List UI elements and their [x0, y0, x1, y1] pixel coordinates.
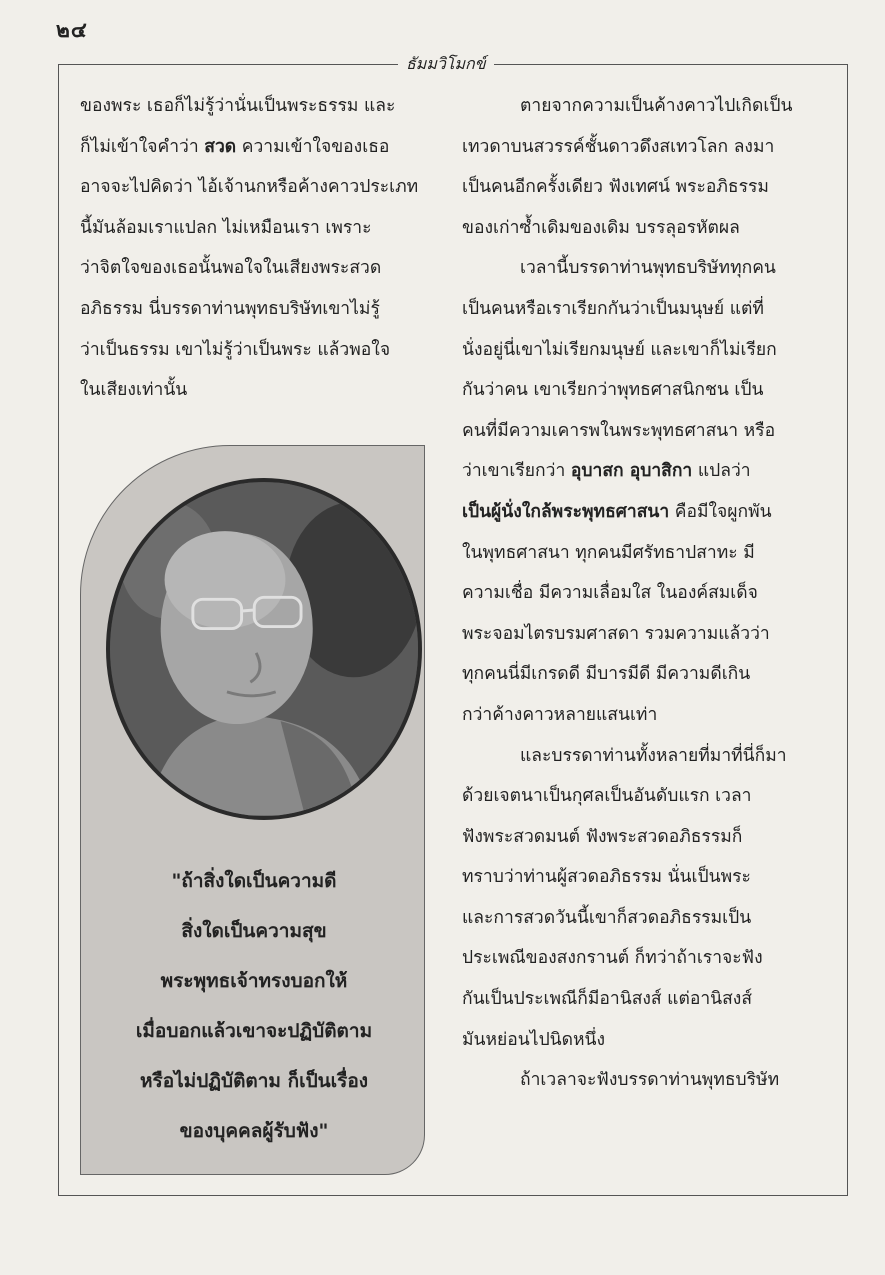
text-line: ตายจากความเป็นค้างคาวไปเกิดเป็น [520, 96, 793, 116]
bold-term: เป็นผู้นั่งใกล้พระพุทธศาสนา [462, 501, 670, 522]
bold-term: สวด [204, 136, 237, 157]
text-line: มันหย่อนไปนิดหนึ่ง [462, 1029, 606, 1050]
quote-line: เมื่อบอกแล้วเขาจะปฏิบัติตาม [135, 1020, 373, 1042]
text-line: และการสวดวันนี้เขาก็สวดอภิธรรมเป็น [462, 907, 752, 928]
running-title: ธัมมวิโมกข์ [398, 52, 494, 77]
text-line: ในเสียงเท่านั้น [80, 380, 188, 401]
quote-text [86, 856, 422, 1156]
text-line: คนที่มีความเคารพในพระพุทธศาสนา หรือ [462, 420, 776, 441]
text-line: ว่าจิตใจของเธอนั้นพอใจในเสียงพระสวด [80, 258, 382, 279]
left-column [80, 86, 438, 411]
bold-term: อุบาสก อุบาสิกา [570, 461, 693, 482]
text-line: อภิธรรม นี่บรรดาท่านพุทธบริษัทเขาไม่รู้ [80, 298, 380, 319]
text-line: กว่าค้างคาวหลายแสนเท่า [462, 704, 658, 725]
quote-line: หรือไม่ปฏิบัติตาม ก็เป็นเรื่อง [139, 1070, 369, 1092]
text-line: ของพระ เธอก็ไม่รู้ว่านั่นเป็นพระธรรม และ [80, 96, 396, 116]
text-line: กันว่าคน เขาเรียกว่าพุทธศาสนิกชน เป็น [462, 380, 764, 401]
text-line: นั่งอยู่นี่เขาไม่เรียกมนุษย์ และเขาก็ไม่เรียก [462, 339, 777, 360]
text-line: ว่าเขาเรียกว่า อุบาสก อุบาสิกา แปลว่า [462, 461, 751, 482]
text-line: พระจอมไตรบรมศาสดา รวมความแล้วว่า [462, 623, 770, 644]
monk-portrait-photo [106, 478, 422, 820]
text-line: กันเป็นประเพณีก็มีอานิสงส์ แต่อานิสงส์ [462, 989, 753, 1010]
text-line: ฟังพระสวดมนต์ ฟังพระสวดอภิธรรมก็ [462, 826, 743, 847]
text-line: ในพุทธศาสนา ทุกคนมีศรัทธาปสาทะ มี [462, 542, 755, 563]
text-line: เทวดาบนสวรรค์ชั้นดาวดึงสเทวโลก ลงมา [462, 136, 775, 157]
quote-line: สิ่งใดเป็นความสุข [181, 920, 327, 942]
text-line: และบรรดาท่านทั้งหลายที่มาที่นี่ก็มา [520, 745, 787, 766]
text-line: ก็ไม่เข้าใจคำว่า สวด ความเข้าใจของเธอ [80, 136, 390, 157]
text-line: ว่าเป็นธรรม เขาไม่รู้ว่าเป็นพระ แล้วพอใจ [80, 339, 391, 360]
text-line: เวลานี้บรรดาท่านพุทธบริษัททุกคน [520, 258, 776, 279]
portrait-illustration [110, 482, 418, 816]
quote-line: พระพุทธเจ้าทรงบอกให้ [160, 970, 348, 992]
text-line: เป็นผู้นั่งใกล้พระพุทธศาสนา คือมีใจผูกพัน [462, 501, 772, 522]
text-line: ทุกคนนี่มีเกรดดี มีบารมีดี มีความดีเกิน [462, 664, 751, 685]
text-line: เป็นคนอีกครั้งเดียว ฟังเทศน์ พระอภิธรรม [462, 177, 769, 198]
quote-line: "ถ้าสิ่งใดเป็นความดี [171, 870, 337, 892]
quote-line: ของบุคคลผู้รับฟัง" [179, 1120, 329, 1142]
text-line: นี้มันล้อมเราแปลก ไม่เหมือนเรา เพราะ [80, 217, 372, 238]
text-line: ด้วยเจตนาเป็นกุศลเป็นอันดับแรก เวลา [462, 786, 752, 807]
right-column [462, 86, 822, 1101]
page-number: ๒๔ [56, 18, 88, 42]
text-line: ประเพณีของสงกรานต์ ก็ทว่าถ้าเราจะฟัง [462, 948, 763, 969]
text-line: อาจจะไปคิดว่า ไอ้เจ้านกหรือค้างคาวประเภท [80, 177, 419, 198]
text-line: ทราบว่าท่านผู้สวดอภิธรรม นั่นเป็นพระ [462, 867, 751, 888]
text-line: เป็นคนหรือเราเรียกกันว่าเป็นมนุษย์ แต่ที่ [462, 298, 764, 319]
text-line: ถ้าเวลาจะฟังบรรดาท่านพุทธบริษัท [520, 1070, 780, 1091]
text-line: ของเก่าซ้ำเดิมของเดิม บรรลุอรหัตผล [462, 217, 740, 238]
text-line: ความเชื่อ มีความเลื่อมใส ในองค์สมเด็จ [462, 583, 758, 604]
